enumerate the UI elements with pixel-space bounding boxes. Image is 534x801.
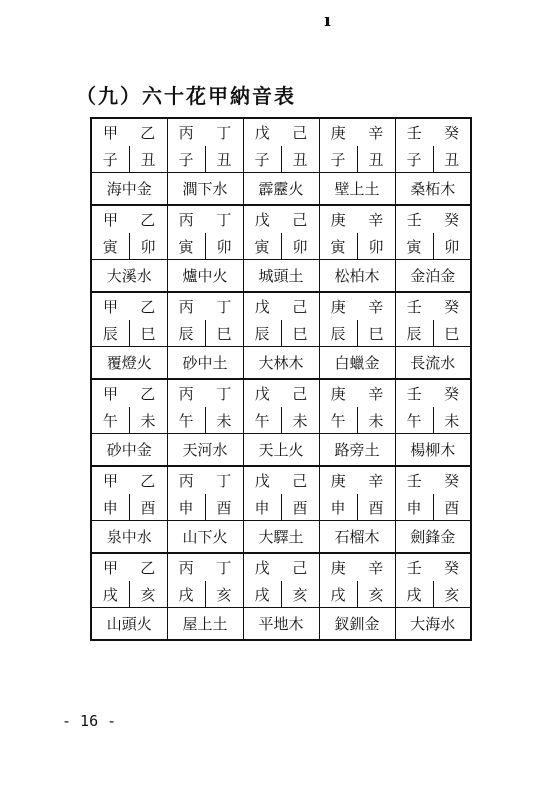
- heavenly-stem-cell: 丙: [167, 292, 205, 320]
- earthly-branch-cell: 寅: [243, 233, 281, 260]
- heavenly-stem-cell: 辛: [357, 118, 395, 146]
- earthly-branch-cell: 未: [281, 407, 319, 434]
- heavenly-stem-cell: 己: [281, 553, 319, 581]
- heavenly-stem-cell: 庚: [319, 292, 357, 320]
- earthly-branch-cell: 酉: [357, 494, 395, 521]
- earthly-branch-cell: 辰: [319, 320, 357, 347]
- earthly-branch-cell: 午: [167, 407, 205, 434]
- earthly-branch-cell: 戌: [395, 581, 433, 608]
- earthly-branch-cell: 戌: [102, 585, 118, 604]
- nayin-element-cell: 天河水: [167, 434, 243, 467]
- heavenly-stem-cell: 丁: [205, 205, 243, 233]
- heavenly-stem-cell: 辛: [357, 553, 395, 581]
- earthly-branch-cell: 寅: [167, 233, 205, 260]
- branch-row: [91, 581, 471, 608]
- earthly-branch-cell: 申: [243, 494, 281, 521]
- heavenly-stem-cell: 乙: [129, 553, 167, 581]
- nayin-element-cell: 松柏木: [319, 260, 395, 293]
- heavenly-stem-cell: 癸: [433, 553, 471, 581]
- earthly-branch-cell: 子: [102, 150, 118, 169]
- nayin-element-cell: 澗下水: [167, 173, 243, 206]
- stem-row: [91, 292, 471, 320]
- heavenly-stem-cell: 己: [281, 292, 319, 320]
- stem-row: [91, 118, 471, 146]
- heavenly-stem-cell: 丙: [167, 466, 205, 494]
- earthly-branch-cell: 申: [319, 494, 357, 521]
- earthly-branch-cell: 未: [433, 407, 471, 434]
- earthly-branch-cell: 丑: [205, 146, 243, 173]
- nayin-element-cell: 大驛土: [243, 521, 319, 554]
- earthly-branch-cell: 丑: [357, 146, 395, 173]
- heavenly-stem-cell: 甲: [91, 466, 129, 494]
- nayin-element-cell: 桑柘木: [395, 173, 471, 206]
- nayin-element-cell: 屋上土: [167, 608, 243, 641]
- earthly-branch-cell: 午: [319, 407, 357, 434]
- earthly-branch-cell: 酉: [433, 494, 471, 521]
- heavenly-stem-cell: 丙: [167, 205, 205, 233]
- nayin-element-cell: 平地木: [243, 608, 319, 641]
- earthly-branch-cell: 卯: [357, 233, 395, 260]
- earthly-branch-cell: 未: [205, 407, 243, 434]
- heavenly-stem-cell: 己: [281, 379, 319, 407]
- nayin-element-cell: 白蠟金: [319, 347, 395, 380]
- heavenly-stem-cell: 壬: [395, 118, 433, 146]
- nayin-element-row: [91, 521, 471, 554]
- heavenly-stem-cell: 甲: [91, 205, 129, 233]
- earthly-branch-cell: 巳: [129, 320, 167, 347]
- heavenly-stem-cell: 辛: [357, 379, 395, 407]
- earthly-branch-cell: 丑: [129, 146, 167, 173]
- nayin-element-row: [91, 608, 471, 641]
- branch-row: [91, 494, 471, 521]
- earthly-branch-cell: 巳: [357, 320, 395, 347]
- earthly-branch-cell: 巳: [205, 320, 243, 347]
- heavenly-stem-cell: 癸: [433, 118, 471, 146]
- heavenly-stem-cell: 丙: [167, 379, 205, 407]
- earthly-branch-cell: 卯: [129, 233, 167, 260]
- heavenly-stem-cell: 乙: [129, 379, 167, 407]
- earthly-branch-cell: 酉: [129, 494, 167, 521]
- branch-row: [91, 320, 471, 347]
- nayin-element-cell: 大海水: [395, 608, 471, 641]
- earthly-branch-cell: 酉: [281, 494, 319, 521]
- heavenly-stem-cell: 癸: [433, 292, 471, 320]
- heavenly-stem-cell: 壬: [395, 379, 433, 407]
- heavenly-stem-cell: 戊: [243, 118, 281, 146]
- heavenly-stem-cell: 丁: [205, 292, 243, 320]
- heavenly-stem-cell: 壬: [395, 466, 433, 494]
- earthly-branch-cell: 戌: [319, 581, 357, 608]
- earthly-branch-cell: 午: [243, 407, 281, 434]
- heavenly-stem-cell: 戊: [243, 553, 281, 581]
- earthly-branch-cell: 辰: [167, 320, 205, 347]
- nayin-element-cell: 劍鋒金: [395, 521, 471, 554]
- heavenly-stem-cell: 戊: [243, 205, 281, 233]
- heavenly-stem-cell: 庚: [319, 379, 357, 407]
- page-number: - 16 -: [62, 712, 117, 730]
- earthly-branch-cell: 戌: [167, 581, 205, 608]
- earthly-branch-cell: 巳: [281, 320, 319, 347]
- earthly-branch-cell: 巳: [433, 320, 471, 347]
- heavenly-stem-cell: 己: [281, 118, 319, 146]
- nayin-element-row: [91, 434, 471, 467]
- heavenly-stem-cell: 辛: [357, 466, 395, 494]
- heavenly-stem-cell: 乙: [129, 205, 167, 233]
- earthly-branch-cell: 寅: [102, 237, 118, 256]
- earthly-branch-cell: 丑: [433, 146, 471, 173]
- earthly-branch-cell: 午: [395, 407, 433, 434]
- branch-row: [91, 407, 471, 434]
- earthly-branch-cell: 未: [129, 407, 167, 434]
- earthly-branch-cell: 未: [357, 407, 395, 434]
- earthly-branch-cell: 卯: [281, 233, 319, 260]
- earthly-branch-cell: 申: [167, 494, 205, 521]
- nayin-element-cell: 大溪水: [91, 260, 167, 293]
- heavenly-stem-cell: 甲: [91, 379, 129, 407]
- nayin-element-cell: 釵釧金: [319, 608, 395, 641]
- heavenly-stem-cell: 丁: [205, 118, 243, 146]
- heavenly-stem-cell: 乙: [129, 292, 167, 320]
- heavenly-stem-cell: 甲: [91, 553, 129, 581]
- earthly-branch-cell: 子: [243, 146, 281, 173]
- earthly-branch-cell: 丑: [281, 146, 319, 173]
- nayin-element-cell: 城頭土: [243, 260, 319, 293]
- stem-row: [91, 379, 471, 407]
- heavenly-stem-cell: 丁: [205, 466, 243, 494]
- nayin-element-cell: 海中金: [91, 173, 167, 206]
- nayin-element-cell: 砂中金: [91, 434, 167, 467]
- heavenly-stem-cell: 庚: [319, 553, 357, 581]
- heavenly-stem-cell: 丙: [167, 553, 205, 581]
- earthly-branch-cell: 辰: [395, 320, 433, 347]
- heavenly-stem-cell: 丙: [167, 118, 205, 146]
- nayin-element-cell: 覆燈火: [91, 347, 167, 380]
- earthly-branch-cell: 申: [395, 494, 433, 521]
- earthly-branch-cell: 子: [395, 146, 433, 173]
- nayin-element-row: [91, 347, 471, 380]
- heavenly-stem-cell: 辛: [357, 205, 395, 233]
- heavenly-stem-cell: 壬: [395, 205, 433, 233]
- stem-row: [91, 553, 471, 581]
- heavenly-stem-cell: 庚: [319, 205, 357, 233]
- stem-row: [91, 205, 471, 233]
- heavenly-stem-cell: 戊: [243, 466, 281, 494]
- heavenly-stem-cell: 壬: [395, 553, 433, 581]
- earthly-branch-cell: 申: [102, 498, 118, 517]
- earthly-branch-cell: 寅: [395, 233, 433, 260]
- earthly-branch-cell: 子: [167, 146, 205, 173]
- nayin-element-cell: 山頭火: [91, 608, 167, 641]
- earthly-branch-cell: 亥: [433, 581, 471, 608]
- nayin-element-cell: 壁上土: [319, 173, 395, 206]
- heavenly-stem-cell: 甲: [91, 118, 129, 146]
- earthly-branch-cell: 寅: [319, 233, 357, 260]
- earthly-branch-cell: 午: [102, 411, 118, 430]
- heavenly-stem-cell: 癸: [433, 205, 471, 233]
- earthly-branch-cell: 亥: [281, 581, 319, 608]
- earthly-branch-cell: 亥: [357, 581, 395, 608]
- nayin-element-cell: 霹靂火: [243, 173, 319, 206]
- heavenly-stem-cell: 甲: [91, 292, 129, 320]
- heavenly-stem-cell: 庚: [319, 118, 357, 146]
- nayin-element-cell: 爐中火: [167, 260, 243, 293]
- nayin-element-cell: 長流水: [395, 347, 471, 380]
- earthly-branch-cell: 酉: [205, 494, 243, 521]
- page-title: （九）六十花甲納音表: [76, 84, 296, 108]
- branch-row: [91, 233, 471, 260]
- branch-row: [91, 146, 471, 173]
- earthly-branch-cell: 戌: [243, 581, 281, 608]
- nayin-element-cell: 路旁土: [319, 434, 395, 467]
- nayin-element-cell: 金泊金: [395, 260, 471, 293]
- heavenly-stem-cell: 戊: [243, 292, 281, 320]
- stem-row: [91, 466, 471, 494]
- nayin-element-row: [91, 260, 471, 293]
- heavenly-stem-cell: 乙: [129, 118, 167, 146]
- heavenly-stem-cell: 庚: [319, 466, 357, 494]
- nayin-element-cell: 大林木: [243, 347, 319, 380]
- top-mark: ı: [324, 10, 331, 31]
- earthly-branch-cell: 亥: [205, 581, 243, 608]
- earthly-branch-cell: 卯: [205, 233, 243, 260]
- heavenly-stem-cell: 癸: [433, 379, 471, 407]
- earthly-branch-cell: 卯: [433, 233, 471, 260]
- heavenly-stem-cell: 癸: [433, 466, 471, 494]
- heavenly-stem-cell: 己: [281, 466, 319, 494]
- nayin-element-cell: 砂中土: [167, 347, 243, 380]
- earthly-branch-cell: 辰: [243, 320, 281, 347]
- heavenly-stem-cell: 辛: [357, 292, 395, 320]
- earthly-branch-cell: 辰: [102, 324, 118, 343]
- heavenly-stem-cell: 乙: [129, 466, 167, 494]
- nayin-table: [90, 117, 472, 641]
- heavenly-stem-cell: 戊: [243, 379, 281, 407]
- heavenly-stem-cell: 壬: [395, 292, 433, 320]
- heavenly-stem-cell: 丁: [205, 379, 243, 407]
- nayin-element-cell: 楊柳木: [395, 434, 471, 467]
- earthly-branch-cell: 子: [319, 146, 357, 173]
- heavenly-stem-cell: 丁: [205, 553, 243, 581]
- nayin-element-cell: 泉中水: [91, 521, 167, 554]
- nayin-element-row: [91, 173, 471, 206]
- nayin-element-cell: 天上火: [243, 434, 319, 467]
- earthly-branch-cell: 亥: [129, 581, 167, 608]
- nayin-element-cell: 山下火: [167, 521, 243, 554]
- nayin-element-cell: 石榴木: [319, 521, 395, 554]
- heavenly-stem-cell: 己: [281, 205, 319, 233]
